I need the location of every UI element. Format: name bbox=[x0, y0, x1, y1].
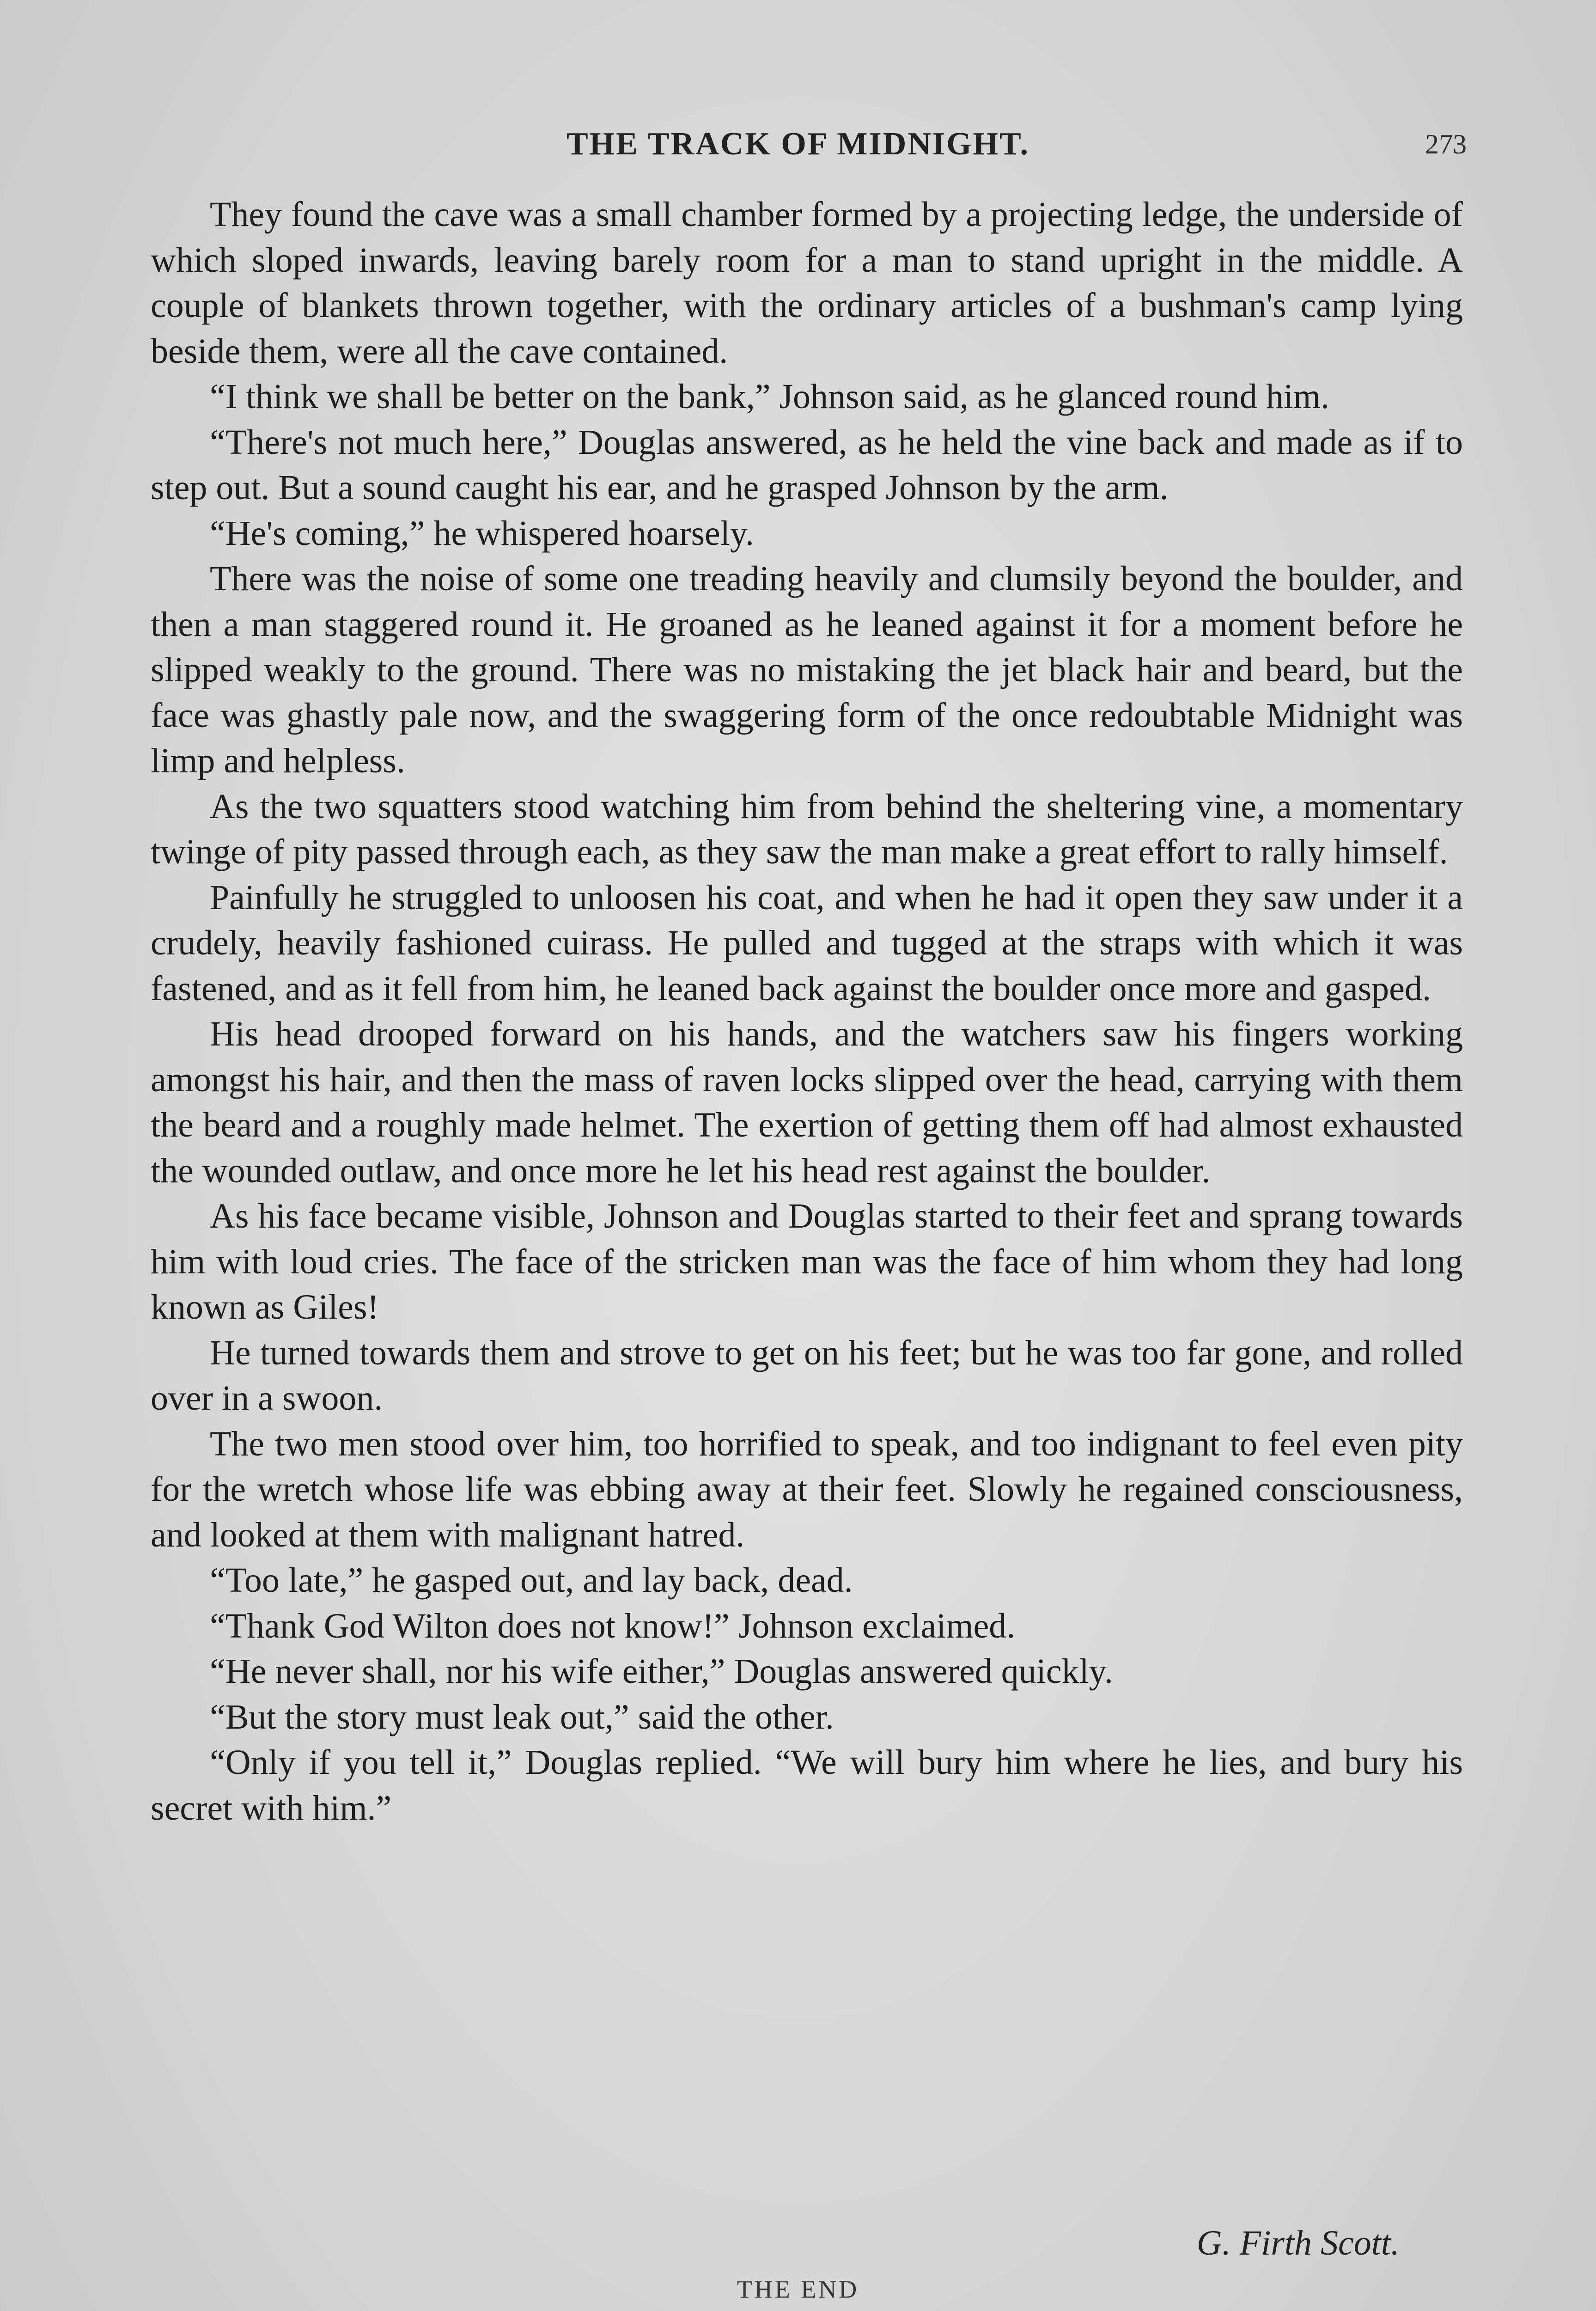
paragraph: “He's coming,” he whispered hoarsely. bbox=[210, 514, 754, 553]
paragraph: “I think we shall be better on the bank,” Johnson said, as he glanced round him. bbox=[210, 377, 1329, 416]
running-head bbox=[0, 126, 1596, 172]
paragraph: They found the cave was a small chamber formed by a projecting ledge, the underside of which sloped inwards, leaving barely room for a man to stand upright in the middle. A couple of blankets thrown together, with the ordinary articles of a bushman's camp lying beside them, were all the cave contained. bbox=[151, 195, 1463, 371]
page-number: 273 bbox=[1425, 129, 1467, 159]
paragraph: “But the story must leak out,” said the other. bbox=[210, 1697, 834, 1736]
the-end-label: THE END bbox=[737, 2275, 859, 2303]
paragraph: As his face became visible, Johnson and Douglas started to their feet and sprang towards him with loud cries. The face of the stricken man was the face of him whom they had long known as Giles! bbox=[151, 1197, 1463, 1327]
body-text bbox=[151, 192, 1463, 1831]
paragraph: “Only if you tell it,” Douglas replied. “We will bury him where he lies, and bury his secret with him.” bbox=[151, 1743, 1463, 1828]
paragraph: “Too late,” he gasped out, and lay back, dead. bbox=[210, 1561, 853, 1600]
paragraph: The two men stood over him, too horrified to speak, and too indignant to feel even pity for the wretch whose life was ebbing away at their feet. Slowly he regained consciousness, and looked at them with malignant hatred. bbox=[151, 1424, 1463, 1554]
paragraph: He turned towards them and strove to get on his feet; but he was too far gone, and rolled over in a swoon. bbox=[151, 1333, 1463, 1418]
paragraph: His head drooped forward on his hands, and the watchers saw his fingers working amongst his hair, and then the mass of raven locks slipped over the head, carrying with them the beard and a roughly made helmet. The exertion of getting them off had almost exhausted the wounded outlaw, and once more he let his head rest against the boulder. bbox=[151, 1015, 1463, 1190]
running-title: THE TRACK OF MIDNIGHT. bbox=[566, 126, 1029, 162]
author-signature: G. Firth Scott. bbox=[1196, 2224, 1400, 2262]
paragraph: As the two squatters stood watching him from behind the sheltering vine, a momentary twinge of pity passed through each, as they saw the man make a great effort to rally himself. bbox=[151, 787, 1463, 871]
paragraph: Painfully he struggled to unloosen his coat, and when he had it open they saw under it a crudely, heavily fashioned cuirass. He pulled and tugged at the straps with which it was fastened, and as it fell from him, he leaned back against the boulder once more and gasped. bbox=[151, 878, 1463, 1008]
paragraph: “He never shall, nor his wife either,” Douglas answered quickly. bbox=[210, 1652, 1113, 1691]
paragraph: “There's not much here,” Douglas answered, as he held the vine back and made as if to step out. But a sound caught his ear, and he grasped Johnson by the arm. bbox=[151, 422, 1463, 507]
paragraph: There was the noise of some one treading heavily and clumsily beyond the boulder, and then a man staggered round it. He groaned as he leaned against it for a moment before he slipped weakly to the ground. There was no mistaking the jet black hair and beard, but the face was ghastly pale now, and the swaggering form of the once redoubtable Midnight was limp and helpless. bbox=[151, 559, 1463, 780]
paragraph: “Thank God Wilton does not know!” Johnson exclaimed. bbox=[210, 1606, 1016, 1645]
